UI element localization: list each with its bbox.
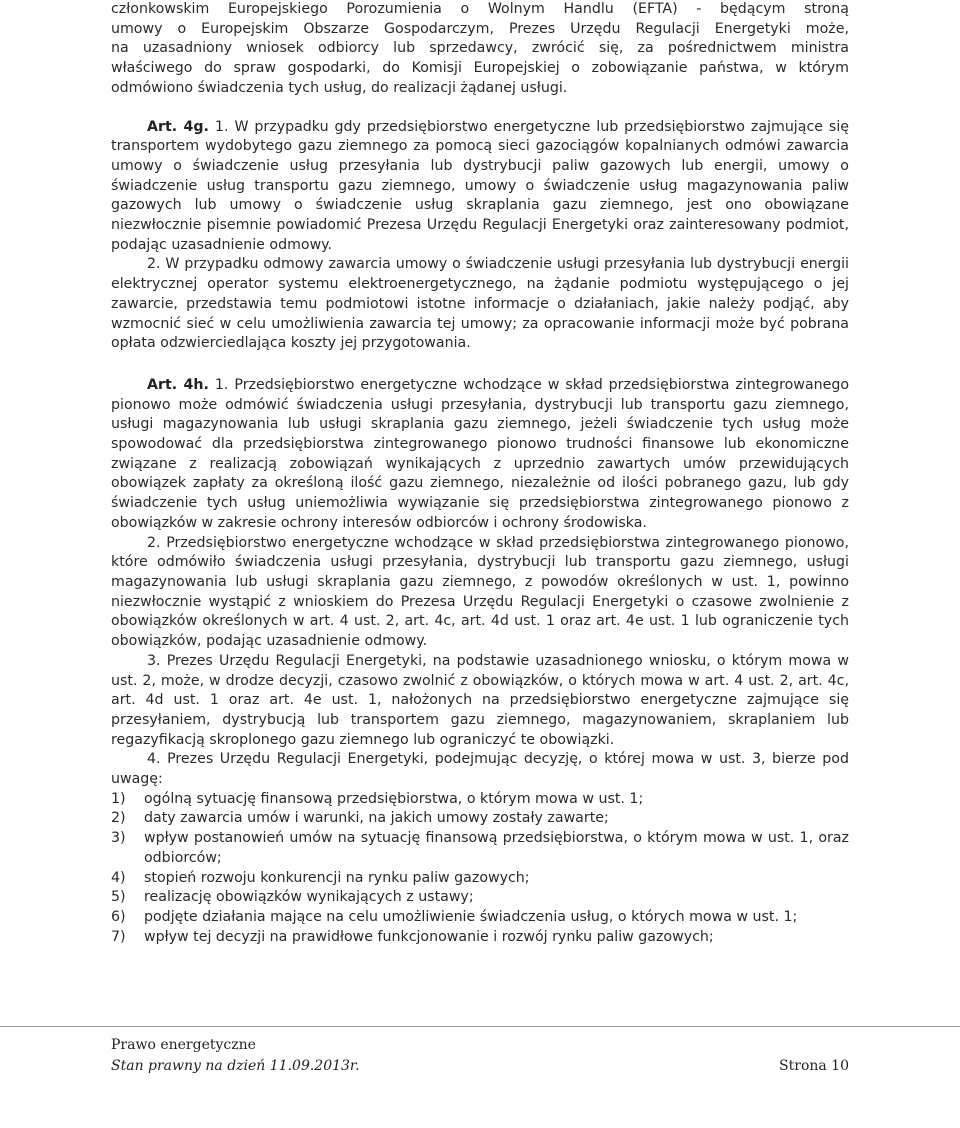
footer-legal-status: Stan prawny na dzień 11.09.2013r. xyxy=(111,1058,360,1074)
list-item xyxy=(111,829,849,868)
intro-paragraph xyxy=(111,0,849,99)
criteria-list xyxy=(111,790,849,948)
list-text: stopień rozwoju konkurencji na rynku paliw gazowych; xyxy=(144,869,530,886)
list-number: 5) xyxy=(111,889,126,906)
art-4g-paragraph-2: 2. W przypadku odmowy zawarcia umowy o świadczenie usługi przesyłania lub dystrybucji energii elektrycznej operator systemu elektroenergetycznego, na żądanie podmiotu występującego o jej zawarcie, przedstawia temu podmiotowi istotne informacje o działaniach, jakie należy podjąć, aby wzmocnić sieć w celu umożliwienia zawarcia tej umowy; za opracowanie informacji może być pobrana opłata odzwierciedlająca koszty jej przygotowania. xyxy=(111,256,849,352)
list-item xyxy=(111,869,849,889)
list-item xyxy=(111,790,849,810)
list-number: 2) xyxy=(111,810,126,827)
intro-line: członkowskim Europejskiego Porozumienia o Wolnym Handlu (EFTA) - będącym stroną xyxy=(111,1,849,17)
art-4h-paragraph-1 xyxy=(111,376,849,534)
article-heading: Art. 4h. xyxy=(147,376,209,393)
footer-title: Prawo energetyczne xyxy=(111,1037,256,1053)
list-number: 4) xyxy=(111,869,126,886)
page-number: Strona 10 xyxy=(779,1058,849,1074)
intro-line: na uzasadniony wniosek odbiorcy lub sprzedawcy, zwrócić się, za pośrednictwem ministra xyxy=(111,40,849,57)
list-number: 1) xyxy=(111,790,126,807)
list-text: wpływ tej decyzji na prawidłowe funkcjonowanie i rozwój rynku paliw gazowych; xyxy=(144,928,714,945)
document-page xyxy=(111,0,849,947)
paragraph-text: W przypadku gdy przedsiębiorstwo energetyczne lub przedsiębiorstwo zajmujące się transportem wydobytego gazu ziemnego za pomocą sieci gazociągów kopalnianych odmówi zawarcia umowy o świadczenie usług przesyłania lub dystrybucji paliw gazowych lub energii, umowy o świadczenie usług transportu gazu ziemnego, umowy o świadczenie usług magazynowania paliw gazowych lub umowy o świadczenie usług skraplania gazu ziemnego, jest ono obowiązane niezwłocznie pisemnie powiadomić Prezesa Urzędu Regulacji Energetyki oraz zainteresowany podmiot, podając uzasadnienie odmowy. xyxy=(111,118,849,253)
intro-line: odmówiono świadczenia tych usług, do realizacji żądanej usługi. xyxy=(111,79,568,96)
paragraph-text: Przedsiębiorstwo energetyczne wchodzące w skład przedsiębiorstwa zintegrowanego pionowo może odmówić świadczenia usługi przesyłania, dystrybucji lub transportu gazu ziemnego, usługi magazynowania lub usługi skraplania gazu ziemnego, jeżeli świadczenie tych usług może spowodować dla przedsiębiorstwa zintegrowanego pionowo trudności finansowe lub ekonomiczne związane z realizacją zobowiązań wynikających z uprzednio zawartych umów przewidujących obowiązek zapłaty za określoną ilość gazu ziemnego, niezależnie od ilości pobranego gazu, lub gdy świadczenie tych usług uniemożliwia wywiązanie się przedsiębiorstwa zintegrowanego pionowo z obowiązków w zakresie ochrony interesów odbiorców i ochrony środowiska. xyxy=(111,376,850,531)
list-text: podjęte działania mające na celu umożliwienie świadczenia usług, o których mowa w ust. 1; xyxy=(144,908,798,925)
paragraph-number: 1. xyxy=(214,118,229,135)
intro-line: umowy o Europejskim Obszarze Gospodarczym, Prezes Urzędu Regulacji Energetyki może, xyxy=(111,20,849,37)
art-4h-paragraph-3: 3. Prezes Urzędu Regulacji Energetyki, na podstawie uzasadnionego wniosku, o którym mowa w ust. 2, może, w drodze decyzji, czasowo zwolnić z obowiązków, o których mowa w art. 4 ust. 2, art. 4c, art. 4d ust. 1 oraz art. 4e ust. 1, nałożonych na przedsiębiorstwo energetyczne zajmujące się przesyłaniem, dystrybucją lub transportem gazu ziemnego, magazynowaniem, skraplaniem lub regazyfikacją skroplonego gazu ziemnego lub ograniczyć te obowiązki. xyxy=(111,652,849,748)
list-number: 3) xyxy=(111,830,126,847)
art-4g-paragraph-1 xyxy=(111,118,849,256)
article-heading: Art. 4g. xyxy=(147,118,209,135)
list-text: realizację obowiązków wynikających z ustawy; xyxy=(144,889,474,906)
list-item xyxy=(111,809,849,829)
list-text: daty zawarcia umów i warunki, na jakich umowy zostały zawarte; xyxy=(144,810,609,827)
intro-line: właściwego do spraw gospodarki, do Komisji Europejskiej o zobowiązanie państwa, w którym xyxy=(111,60,849,77)
list-text: wpływ postanowień umów na sytuację finansową przedsiębiorstwa, o którym mowa w ust. 1, oraz odbiorców; xyxy=(144,830,849,866)
page-footer xyxy=(111,1035,849,1077)
list-text: ogólną sytuację finansową przedsiębiorstwa, o którym mowa w ust. 1; xyxy=(144,790,644,807)
paragraph-number: 1. xyxy=(214,376,229,393)
art-4h-paragraph-2: 2. Przedsiębiorstwo energetyczne wchodzące w skład przedsiębiorstwa zintegrowanego pionowo, które odmówiło świadczenia usługi przesyłania, dystrybucji lub transportu gazu ziemnego, usługi magazynowania lub usługi skraplania gazu ziemnego, z powodów określonych w ust. 1, powinno niezwłocznie wystąpić z wnioskiem do Prezesa Urzędu Regulacji Energetyki o czasowe zwolnienie z obowiązków określonych w art. 4 ust. 2, art. 4c, art. 4d ust. 1 oraz art. 4e ust. 1 lub ograniczenie tych obowiązków, podając uzasadnienie odmowy. xyxy=(111,534,849,650)
list-number: 7) xyxy=(111,928,126,945)
list-item xyxy=(111,928,849,948)
art-4h-paragraph-4: 4. Prezes Urzędu Regulacji Energetyki, podejmując decyzję, o której mowa w ust. 3, bierze pod uwagę: xyxy=(111,751,849,788)
footer-divider xyxy=(0,1026,960,1027)
list-number: 6) xyxy=(111,908,126,925)
list-item xyxy=(111,888,849,908)
list-item xyxy=(111,908,849,928)
